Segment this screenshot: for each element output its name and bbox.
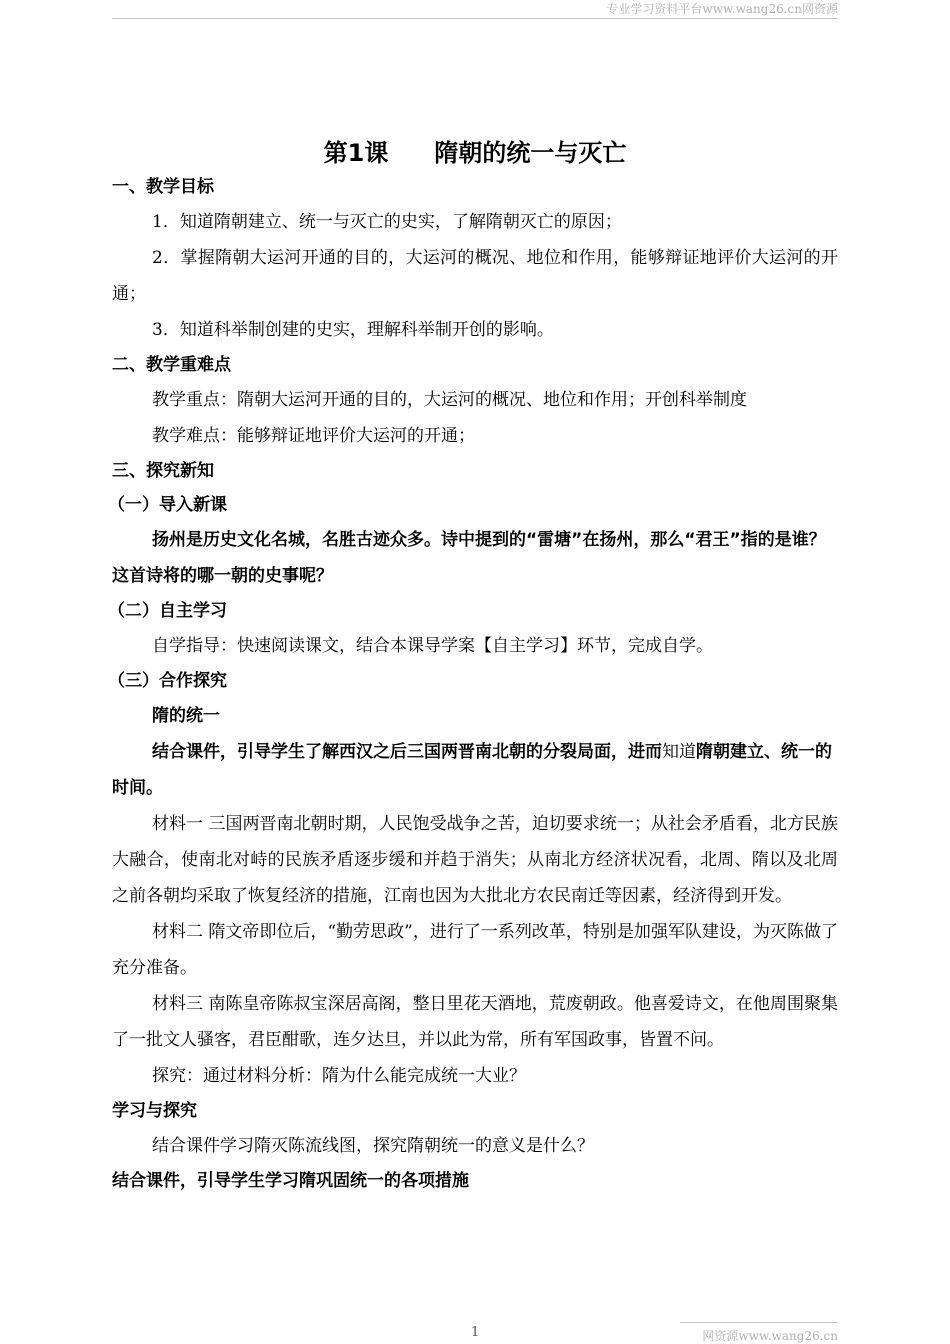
page-title [0, 133, 950, 168]
subsection-heading-intro: （一）导入新课 [108, 495, 227, 515]
self-study-paragraph: 自学指导：快速阅读课文，结合本课导学案【自主学习】环节，完成自学。 [152, 636, 713, 656]
section-heading-objectives: 一、教学目标 [112, 177, 214, 197]
guide-text-c: 隋朝建立、统一的时间。 [112, 742, 832, 798]
guide-text-b: 知道 [662, 742, 696, 762]
difficult-point: 教学难点：能够辩证地评价大运河的开通； [152, 426, 475, 446]
section-heading-key-points: 二、教学重难点 [112, 355, 231, 375]
material-two: 材料二 隋文帝即位后，“勤劳思政”，进行了一系列改革，特别是加强军队建设，为灭陈做了充分准备。 [112, 922, 838, 978]
document-body [108, 170, 838, 1198]
lesson-name: 隋朝的统一与灭亡 [434, 139, 627, 167]
guide-text-a: 结合课件，引导学生了解西汉之后三国两晋南北朝的分裂局面，进而 [152, 742, 662, 762]
final-heading: 结合课件，引导学生学习隋巩固统一的各项措施 [112, 1171, 469, 1191]
study-paragraph: 结合课件学习隋灭陈流线图，探究隋朝统一的意义是什么？ [152, 1136, 594, 1156]
intro-paragraph: 扬州是历史文化名城，名胜古迹众多。诗中提到的“雷塘”在扬州，那么“君王”指的是谁？这首诗将的哪一朝的史事呢？ [112, 530, 826, 586]
objective-item: 2．掌握隋朝大运河开通的目的，大运河的概况、地位和作用，能够辩证地评价大运河的开通； [112, 248, 838, 304]
footer-divider [680, 1322, 838, 1323]
page-number: 1 [471, 1325, 480, 1340]
section-heading-explore: 三、探究新知 [112, 461, 214, 481]
lesson-number: 第1课 [323, 139, 389, 167]
header-divider [112, 18, 838, 19]
guide-paragraph [112, 734, 838, 806]
objective-item: 1．知道隋朝建立、统一与灭亡的史实，了解隋朝灭亡的原因； [152, 212, 622, 232]
key-point: 教学重点：隋朝大运河开通的目的，大运河的概况、地位和作用；开创科举制度 [152, 390, 747, 410]
objective-item: 3．知道科举制创建的史实，理解科举制开创的影响。 [152, 320, 554, 340]
topic-sui-unification: 隋的统一 [152, 706, 220, 726]
material-three: 材料三 南陈皇帝陈叔宝深居高阁，整日里花天酒地，荒废朝政。他喜爱诗文，在他周围聚集了一批文人骚客，君臣酣歌，连夕达旦，并以此为常，所有军国政事，皆置不问。 [112, 994, 838, 1050]
subsection-heading-cooperative: （三）合作探究 [108, 671, 227, 691]
footer-watermark: 网资源www.wang26.cn [702, 1329, 838, 1343]
header-watermark: 专业学习资料平台www.wang26.cn网资源 [606, 2, 838, 16]
material-one: 材料一 三国两晋南北朝时期，人民饱受战争之苦，迫切要求统一；从社会矛盾看，北方民族大融合，使南北对峙的民族矛盾逐步缓和并趋于消失；从南北方经济状况看，北周、隋以及北周之前各朝均采取了恢复经济的措施，江南也因为大批北方农民南迁等因素，经济得到开发。 [112, 814, 838, 906]
explore-question: 探究：通过材料分析：隋为什么能完成统一大业？ [152, 1066, 526, 1086]
section-heading-study: 学习与探究 [112, 1101, 197, 1121]
subsection-heading-self-study: （二）自主学习 [108, 601, 227, 621]
